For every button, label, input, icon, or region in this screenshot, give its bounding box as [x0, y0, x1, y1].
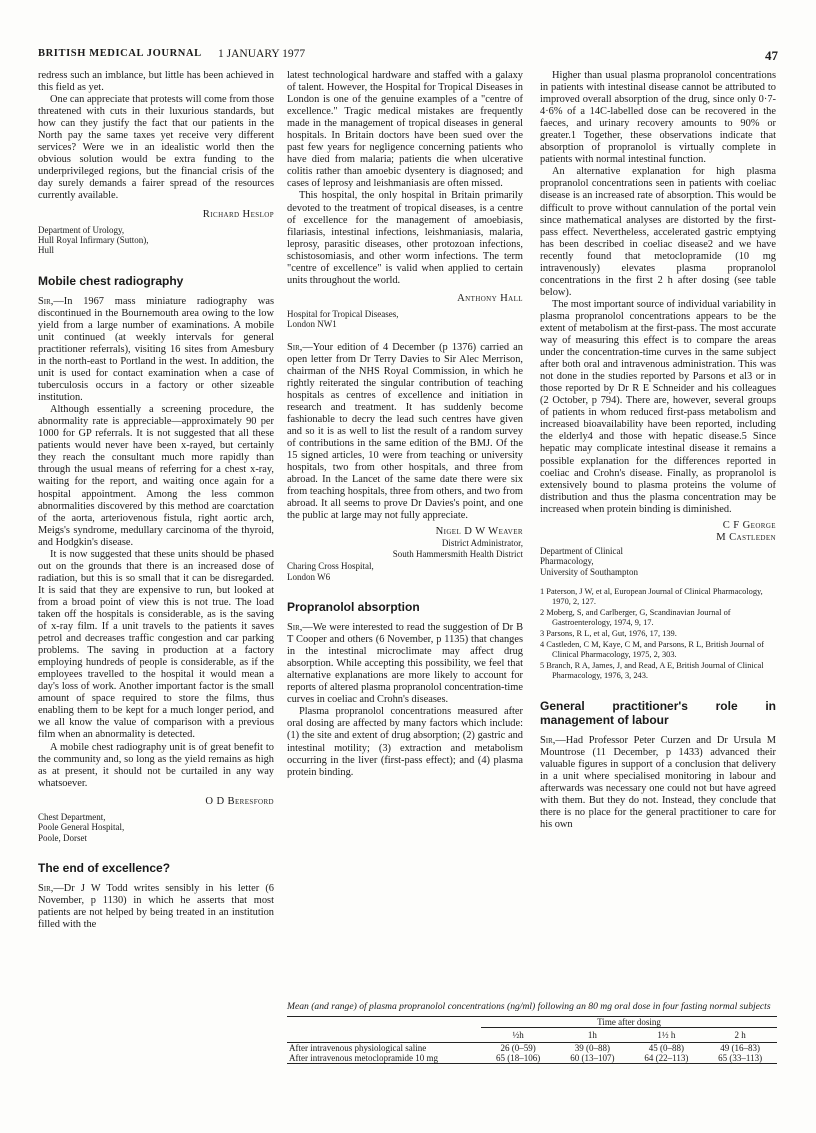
address-line: Charing Cross Hospital,	[287, 561, 374, 572]
table-header-row	[287, 1017, 777, 1028]
author-address	[287, 561, 523, 582]
address-line: London NW1	[287, 319, 337, 330]
author-address	[540, 546, 776, 577]
table-subheader-row	[287, 1028, 777, 1043]
issue-date: 1 JANUARY 1977	[218, 48, 306, 60]
paragraph: latest technological hardware and staffed with a galaxy of talent. However, the Hospital for Tropical Diseases in London is one of the genuine examples of a "centre of excellence." Tragic medical mistakes are frequently made in the management of tropical diseases in general hospitals. In Britain doctors have been sued over the past few years for negligence concerning patients who have died from malaria; patients die when ulcerative colitis rather than amoebic dysentery is diagnosed; and cases of leprosy and leishmaniasis are often missed.	[287, 70, 523, 190]
paragraph: Plasma propranolol concentrations measured after oral dosing are affected by many factors which include: (1) the site and extent of drug absorption; (2) gastric and intestinal motility; (3) extraction and metabolism occurring in the liver (first-pass effect); and (4) plasma protein binding.	[287, 706, 523, 778]
table-cell: 64 (22–113)	[630, 1053, 704, 1064]
address-line: Chest Department,	[38, 811, 106, 822]
address-line: London W6	[287, 571, 331, 582]
time-header: Time after dosing	[481, 1017, 777, 1028]
paragraph: Higher than usual plasma propranolol concentrations in patients with intestinal disease cannot be attributed to improved overall absorption of the drug, since only 0·7-4·6% of a 14C-labelled dose can be recovered in the faeces, and urinary recovery amounts to 90% or greater.1 Together, these observations indicate that absorption of propranolol is virtually complete in patients with normal intestinal function.	[540, 70, 776, 166]
references-list	[540, 587, 776, 681]
paragraph: The most important source of individual variability in plasma propranolol concentrations appears to be the extent of metabolism at the first-pass. The most accurate way of measuring this effect is to compare the areas under the concentration-time curves in the same subject after both oral and intravenous administration. This was not done in the studies reported by Parsons et al3 or in those reported by Dr R E Schneider and his colleagues (2 October, p 794). There are, however, several groups of patients in whom reduced first-pass metabolism and increased bioavailability have been reported, including the elderly4 and those with hepatic disease.5 Since hepatic may complicate intestinal disease it remains a possible explanation for the differences reported in coeliac and Crohn's disease. Finally, as propranolol is extensively bound to plasma proteins the volume of distribution and thus the plasma concentration may be increased when protein binding is diminished.	[540, 298, 776, 515]
reference: 4 Castleden, C M, Kaye, C M, and Parsons, R L, British Journal of Clinical Pharmacology, 1975, 2, 303.	[540, 639, 765, 659]
paragraph-text: ,—Dr J W Todd writes sensibly in his letter (6 November, p 1130) in which he asserts that most patients are not helped by being treated in an institution filled with the	[38, 882, 274, 931]
paragraph: A mobile chest radiography unit is of great benefit to the community and, so long as the yield remains as high as at present, it should not be curtailed in any way whatsoever.	[38, 741, 274, 789]
signature-title: South Hammersmith Health District	[392, 548, 523, 559]
signature	[540, 520, 776, 544]
column-header: ½h	[481, 1028, 555, 1043]
section-heading: The end of excellence?	[38, 860, 171, 875]
table-cell: 65 (18–106)	[481, 1053, 555, 1064]
salutation: Sir	[287, 341, 300, 353]
column-header: 1½ h	[630, 1028, 704, 1043]
paragraph-text: ,—In 1967 mass miniature radiography was discontinued in the Bournemouth area owing to the low yield from a large number of examinations. A mobile unit continued (at weekly intervals for general practitioner referrals), visiting 16 sites from Amesbury in the north-east to Portland in the west. In addition, the unit is used for contact examination when a case of tuberculosis occurs in a factory or other sizeable institution.	[38, 295, 274, 404]
signature-name: Nigel D W Weaver	[435, 526, 523, 538]
propranolol-table	[287, 1001, 777, 1064]
address-line: Department of Urology,	[38, 224, 125, 235]
data-table	[287, 1016, 777, 1064]
column-header: 1h	[555, 1028, 629, 1043]
paragraph-text: ,—We were interested to read the suggestion of Dr B T Cooper and others (6 November, p 1135) that changes in the intestinal microclimate may affect drug absorption. While accepting this possibility, we feel that alternative explanations are more likely to account for reports of altered plasma propranolol concentration-time curves in coeliac and Crohn's diseases.	[287, 622, 523, 706]
signature	[287, 526, 523, 559]
address-line: Hospital for Tropical Diseases,	[287, 308, 399, 319]
table-cell: 39 (0–88)	[574, 1043, 610, 1053]
address-line: University of Southampton	[540, 566, 638, 577]
table-cell: 45 (0–88)	[648, 1043, 684, 1053]
paragraph: One can appreciate that protests will come from those threatened with cuts in their luxurious standards, but how can they justify the fact that our patients in the North pay the same taxes yet receive very different services? Were we in an idealistic world then the obvious solution would be extra funding to the underprivileged regions, but the financial crisis of the day surely demands a fairer spread of the resources currently available.	[38, 94, 274, 202]
paragraph: It is now suggested that these units should be phased out on the grounds that there is an increased dose of radiation, but this is so small that it can be disregarded. It is said that they are expensive to run, but looked at from a broad point of view this is not true. The load taken off the hospitals is considerable, as is the saving of x-ray film. If a unit travels to the patients it saves petrol and decreases traffic congestion and car parking problems. The saving in production at a factory employing hundreds of people is considerable, as if the employees travelled to the hospital it would mean a day's loss of work. Another important factor is the small amount of space required to store the films, thus enabling them to be kept for a much longer period, and we all know the value of comparison with a previous film when an abnormality is detected.	[38, 548, 274, 741]
paragraph: Although essentially a screening procedure, the abnormality rate is appreciable—approximately 90 per 1000 for GP referrals. It is not suggested that all these patients would never have been x-rayed, but certainly they reach the consultant much more rapidly than through the usual means of referring for a chest x-ray, waiting for the report, and waiting once again for a hospital appointment. Among the less common abnormalities discovered by this method are coarctation of the aorta, arteriovenous fistula, right aortic arch, Meigs's syndrome, medullary carcinoma of the thyroid, and Hodgkin's disease.	[38, 404, 274, 548]
signature-name: C F George	[722, 519, 776, 531]
paragraph: This hospital, the only hospital in Britain primarily devoted to the treatment of tropical diseases, is a centre of excellence for the management of amoebiasis, filariasis, intestinal infections, leishmaniasis, malaria, leprosy, parasitic diseases, other protozoan infections, schistosomiasis, and other worm infections. The term "centre of excellence" is valid when applied to certain units throughout the world.	[287, 190, 523, 286]
author-address	[38, 812, 274, 843]
section-heading: Mobile chest radiography	[38, 273, 184, 288]
reference: 3 Parsons, R L, et al, Gut, 1976, 17, 139.	[540, 628, 677, 638]
section-heading: General practitioner's role in management of labour	[540, 698, 776, 727]
column-3	[540, 70, 776, 831]
paragraph-text: ,—Had Professor Peter Curzen and Dr Ursula M Mountrose (11 December, p 1433) advanced their valuable figures in support of a conclusion that delivery in a unit where specialised monitoring in labour and afterwards was necessary one could not but have agreed with them. But they do not. Instead, they conclude that there is no place for the general practitioner to care for his own	[540, 734, 776, 831]
reference: 2 Moberg, S, and Carlberger, G, Scandinavian Journal of Gastroenterology, 1974, 9, 17.	[540, 607, 731, 627]
author-address	[287, 309, 523, 330]
row-label: After intravenous metoclopramide 10 mg	[287, 1053, 481, 1064]
page-header	[38, 48, 778, 64]
address-line: Poole, Dorset	[38, 832, 87, 843]
column-1	[38, 70, 274, 931]
salutation: Sir	[287, 622, 300, 634]
salutation: Sir	[540, 734, 553, 746]
signature-name: M Castleden	[716, 531, 776, 543]
table-cell: 65 (33–113)	[703, 1053, 777, 1064]
section-heading: Propranolol absorption	[287, 600, 420, 615]
table-cell: 49 (16–83)	[720, 1043, 760, 1053]
author-address	[38, 225, 274, 256]
table-row	[287, 1043, 777, 1054]
paragraph-text: ,—Your edition of 4 December (p 1376) carried an open letter from Dr Terry Davies to Sir Alec Merrison, chairman of the NHS Royal Commission, in which he rightly reiterated the singular contribution of teaching hospitals as centres of excellence and initiation in research and treatment. It has suddenly become fashionable to decry the lead such centres have given and so it is as well to list the result of a random survey of contributions in the same edition of the BMJ. Of the 15 signed articles, 10 were from teaching or university hospitals, two from other hospitals, and three from abroad. In the Lancet of the same date there were six from teaching hospitals, three from others, and two from abroad. It all seems to prove Dr Davies's point, and one the public at large may not fully appreciate.	[287, 341, 523, 522]
address-line: Department of Clinical	[540, 545, 623, 556]
address-line: Hull	[38, 245, 55, 256]
paragraph	[540, 735, 776, 831]
signature: O D Beresford	[205, 795, 274, 807]
row-label: After intravenous physiological saline	[289, 1043, 427, 1053]
column-header: 2 h	[703, 1028, 777, 1043]
paragraph: redress such an imblance, but little has been achieved in this field as yet.	[38, 70, 274, 94]
signature-title: District Administrator,	[441, 538, 523, 549]
reference: 5 Branch, R A, James, J, and Read, A E, British Journal of Clinical Pharmacology, 1976, 3, 243.	[540, 660, 764, 680]
table-row	[287, 1053, 777, 1064]
salutation: Sir	[38, 295, 51, 307]
table-cell: 26 (0–59)	[500, 1043, 536, 1053]
paragraph	[287, 342, 523, 523]
salutation: Sir	[38, 882, 51, 894]
paragraph	[287, 622, 523, 706]
column-2	[287, 70, 523, 779]
header-spacer	[287, 1028, 481, 1043]
table-cell: 60 (13–107)	[555, 1053, 629, 1064]
table-caption: Mean (and range) of plasma propranolol concentrations (ng/ml) following an 80 mg oral dose in four fasting normal subjects	[287, 1001, 771, 1012]
paragraph	[38, 296, 274, 404]
address-line: Poole General Hospital,	[38, 822, 125, 833]
address-line: Pharmacology,	[540, 556, 594, 567]
journal-title: BRITISH MEDICAL JOURNAL	[38, 48, 202, 59]
address-line: Hull Royal Infirmary (Sutton),	[38, 234, 149, 245]
signature: Richard Heslop	[202, 208, 274, 220]
reference: 1 Paterson, J W, et al, European Journal of Clinical Pharmacology, 1970, 2, 127.	[540, 586, 763, 606]
signature: Anthony Hall	[457, 292, 523, 304]
paragraph: An alternative explanation for high plasma propranolol concentrations seen in patients with coeliac disease is an increased rate of absorption. This would be difficult to prove without cannulation of the portal vein since mathematical analyses are distorted by the first-pass effect. Nevertheless, accelerated gastric emptying has been described in coeliac disease2 and we have recently found that metoclopramide (10 mg intravenously) elevates plasma propranolol concentrations in the first 2 h after dosing (see table below).	[540, 166, 776, 298]
paragraph	[38, 883, 274, 931]
header-spacer	[287, 1017, 481, 1028]
page-number: 47	[765, 48, 778, 63]
